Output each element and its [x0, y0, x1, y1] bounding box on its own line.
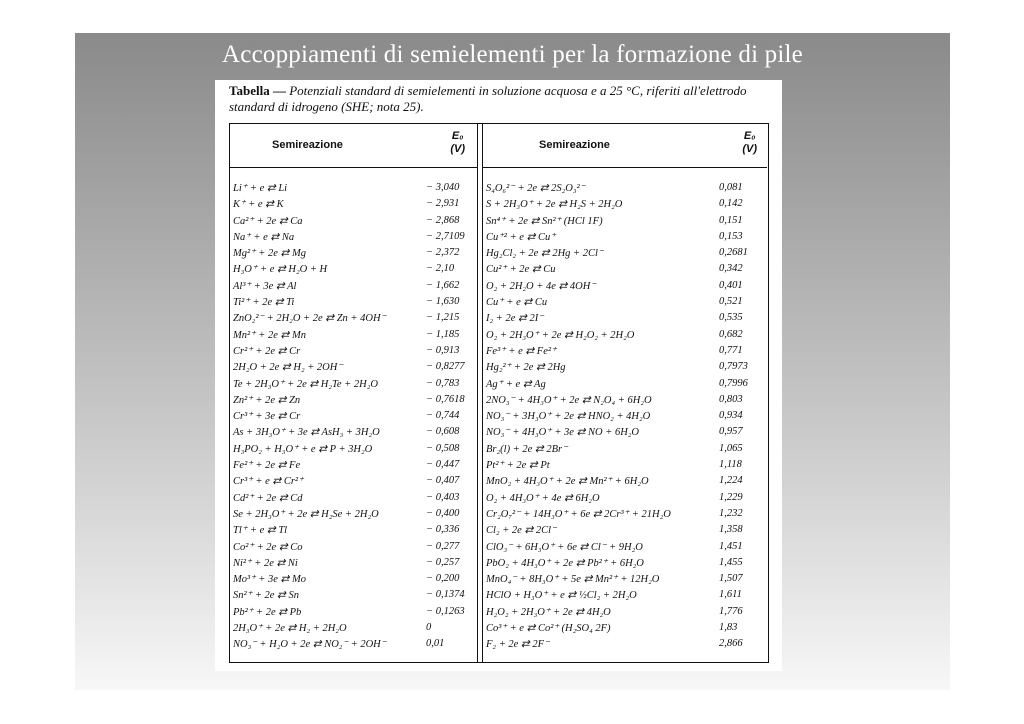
table-row — [483, 393, 767, 409]
table-row — [483, 328, 767, 344]
table-row — [483, 458, 767, 474]
half-reaction: 2NO₃⁻ + 4H₃O⁺ + 2e ⇄ N₂O₄ + 6H₂O — [486, 394, 652, 406]
header-e0-symbol-right: E₀ — [743, 130, 756, 142]
standard-potential: − 0,1263 — [426, 605, 465, 617]
table-row — [483, 507, 767, 523]
half-reaction: HClO + H₃O⁺ + e ⇄ ½Cl₂ + 2H₂O — [486, 590, 637, 602]
table-row — [230, 556, 477, 572]
right-rows — [483, 181, 767, 654]
table-row — [230, 393, 477, 409]
standard-potential: − 1,185 — [426, 328, 460, 340]
standard-potential: 2,866 — [719, 638, 743, 650]
table-row — [483, 425, 767, 441]
standard-potential: − 1,215 — [426, 312, 460, 324]
half-reaction: Co²⁺ + 2e ⇄ Co — [233, 541, 303, 553]
standard-potential: − 0,277 — [426, 540, 460, 552]
header-e0-left — [450, 130, 465, 156]
standard-potential: − 0,913 — [426, 344, 460, 356]
table-row — [230, 507, 477, 523]
table-row — [483, 279, 767, 295]
half-reaction: Cr₂O₇²⁻ + 14H₃O⁺ + 6e ⇄ 2Cr³⁺ + 21H₂O — [486, 508, 671, 520]
half-reaction: O₂ + 2H₃O⁺ + 2e ⇄ H₂O₂ + 2H₂O — [486, 329, 635, 341]
half-reaction: Cu²⁺ + 2e ⇄ Cu — [486, 264, 556, 276]
table-row — [230, 409, 477, 425]
half-reaction: Cu⁺² + e ⇄ Cu⁺ — [486, 231, 556, 243]
table-row — [230, 230, 477, 246]
standard-potential: − 2,10 — [426, 263, 455, 275]
table-row — [483, 588, 767, 604]
table-row — [483, 311, 767, 327]
half-reaction: Ti²⁺ + 2e ⇄ Ti — [233, 297, 295, 309]
standard-potential: 1,451 — [719, 540, 743, 552]
half-reaction: K⁺ + e ⇄ K — [233, 199, 284, 211]
half-reaction: Al³⁺ + 3e ⇄ Al — [233, 280, 297, 292]
standard-potential: − 1,630 — [426, 296, 460, 308]
table-row — [230, 295, 477, 311]
table-row — [230, 458, 477, 474]
half-reaction: Mn²⁺ + 2e ⇄ Mn — [233, 329, 306, 341]
standard-potential: 0,342 — [719, 263, 743, 275]
standard-potential: − 0,407 — [426, 475, 460, 487]
half-reaction: Cr³⁺ + e ⇄ Cr²⁺ — [233, 476, 304, 488]
header-reaction-left: Semireazione — [272, 139, 343, 151]
half-reaction: Sn²⁺ + 2e ⇄ Sn — [233, 590, 299, 602]
table-row — [483, 409, 767, 425]
standard-potential: − 2,372 — [426, 247, 460, 259]
half-reaction: Se + 2H₃O⁺ + 2e ⇄ H₂Se + 2H₂O — [233, 508, 379, 520]
half-reaction: NO₃⁻ + 3H₃O⁺ + 2e ⇄ HNO₂ + 4H₂O — [486, 411, 651, 423]
standard-potential: 0,151 — [719, 214, 743, 226]
standard-potential: − 0,336 — [426, 524, 460, 536]
table-row — [483, 360, 767, 376]
half-reaction: Ca²⁺ + 2e ⇄ Ca — [233, 215, 303, 227]
standard-potential: 1,229 — [719, 491, 743, 503]
table-row — [483, 540, 767, 556]
standard-potential: 1,232 — [719, 507, 743, 519]
half-reaction: Li⁺ + e ⇄ Li — [233, 183, 288, 194]
half-reaction: Cr²⁺ + 2e ⇄ Cr — [233, 345, 301, 357]
standard-potential: 1,358 — [719, 524, 743, 536]
half-reaction: 2H₃O⁺ + 2e ⇄ H₂ + 2H₂O — [233, 623, 347, 635]
standard-potential: 0,535 — [719, 312, 743, 324]
table-row — [483, 442, 767, 458]
table-row — [483, 605, 767, 621]
table-row — [230, 540, 477, 556]
half-reaction: Cr³⁺ + 3e ⇄ Cr — [233, 411, 301, 423]
table-row — [483, 377, 767, 393]
slide-title: Accoppiamenti di semielementi per la formazione di pile — [222, 41, 803, 68]
table-left-half — [230, 124, 477, 662]
standard-potential: − 0,400 — [426, 507, 460, 519]
half-reaction: MnO₄⁻ + 8H₃O⁺ + 5e ⇄ Mn²⁺ + 12H₂O — [486, 574, 660, 586]
table-row — [483, 295, 767, 311]
half-reaction: Hg₂²⁺ + 2e ⇄ 2Hg — [486, 362, 566, 374]
standard-potential: 0,153 — [719, 230, 743, 242]
table-row — [230, 474, 477, 490]
left-rows — [230, 181, 477, 654]
header-e0-unit-left: (V) — [450, 143, 465, 155]
half-reaction: Co³⁺ + e ⇄ Co²⁺ (H₂SO₄ 2F) — [486, 623, 611, 635]
half-reaction: ZnO₂²⁻ + 2H₂O + 2e ⇄ Zn + 4OH⁻ — [233, 313, 387, 325]
table-row — [230, 621, 477, 637]
standard-potential: − 0,744 — [426, 410, 460, 422]
standard-potential: − 2,868 — [426, 214, 460, 226]
table-row — [230, 637, 477, 653]
table-row — [230, 214, 477, 230]
half-reaction: ClO₃⁻ + 6H₃O⁺ + 6e ⇄ Cl⁻ + 9H₂O — [486, 541, 643, 553]
half-reaction: H₃O⁺ + e ⇄ H₂O + H — [233, 264, 328, 276]
table-row — [230, 311, 477, 327]
half-reaction: I₂ + 2e ⇄ 2I⁻ — [486, 313, 544, 325]
standard-potential: − 0,1374 — [426, 589, 465, 601]
table-row — [230, 344, 477, 360]
half-reaction: O₂ + 2H₂O + 4e ⇄ 4OH⁻ — [486, 280, 596, 292]
standard-potential: − 0,200 — [426, 573, 460, 585]
half-reaction: Mo³⁺ + 3e ⇄ Mo — [233, 574, 306, 586]
table-row — [483, 230, 767, 246]
table-row — [483, 637, 767, 653]
half-reaction: Ni²⁺ + 2e ⇄ Ni — [233, 557, 298, 569]
half-reaction: Sn⁴⁺ + 2e ⇄ Sn²⁺ (HCl 1F) — [486, 215, 603, 227]
header-reaction-right: Semireazione — [539, 139, 610, 151]
half-reaction: Cd²⁺ + 2e ⇄ Cd — [233, 492, 303, 504]
table-right-half — [483, 124, 767, 662]
standard-potential: − 0,783 — [426, 377, 460, 389]
half-reaction: S + 2H₃O⁺ + 2e ⇄ H₂S + 2H₂O — [486, 199, 623, 211]
table-row — [230, 523, 477, 539]
standard-potential: − 0,508 — [426, 442, 460, 454]
half-reaction: NO₃⁻ + 4H₃O⁺ + 3e ⇄ NO + 6H₂O — [486, 427, 640, 439]
half-reaction: Fe³⁺ + e ⇄ Fe²⁺ — [486, 345, 557, 357]
caption-text: Potenziali standard di semielementi in soluzione acquosa e a 25 °C, riferiti all'elettrodo standard di idrogeno (SHE; nota 25). — [229, 83, 747, 114]
standard-potential: 0,401 — [719, 279, 743, 291]
half-reaction: Br₂(l) + 2e ⇄ 2Br⁻ — [486, 443, 568, 455]
standard-potential: 0,142 — [719, 198, 743, 210]
standard-potential: 0,521 — [719, 296, 743, 308]
half-reaction: Ag⁺ + e ⇄ Ag — [486, 378, 546, 390]
table-row — [483, 572, 767, 588]
standard-potential: 1,455 — [719, 556, 743, 568]
standard-potential: 1,83 — [719, 622, 738, 634]
standard-potential: 0,682 — [719, 328, 743, 340]
standard-potential: − 2,931 — [426, 198, 460, 210]
half-reaction: Mg²⁺ + 2e ⇄ Mg — [233, 248, 306, 260]
half-reaction: Na⁺ + e ⇄ Na — [233, 231, 295, 243]
standard-potential: − 0,257 — [426, 556, 460, 568]
table-header-left — [230, 124, 477, 168]
table-caption — [229, 83, 769, 115]
half-reaction: Tl⁺ + e ⇄ Tl — [233, 525, 288, 537]
table-row — [230, 377, 477, 393]
table-row — [483, 214, 767, 230]
table-row — [483, 621, 767, 637]
table-row — [230, 181, 477, 197]
table-row — [483, 197, 767, 213]
table-row — [230, 262, 477, 278]
table-row — [483, 474, 767, 490]
table-row — [483, 556, 767, 572]
standard-potential: 1,118 — [719, 459, 742, 471]
standard-potential: − 3,040 — [426, 182, 460, 193]
standard-potential: 1,065 — [719, 442, 743, 454]
table-row — [483, 523, 767, 539]
half-reaction: O₂ + 4H₃O⁺ + 4e ⇄ 6H₂O — [486, 492, 600, 504]
standard-potential: 0,7996 — [719, 377, 748, 389]
table-row — [230, 442, 477, 458]
table-row — [483, 491, 767, 507]
potentials-table — [229, 123, 769, 663]
scanned-table-image — [215, 80, 782, 671]
half-reaction: Cu⁺ + e ⇄ Cu — [486, 297, 548, 309]
table-header-right — [483, 124, 767, 168]
header-e0-right — [742, 130, 757, 156]
half-reaction: Te + 2H₃O⁺ + 2e ⇄ H₂Te + 2H₂O — [233, 378, 378, 390]
standard-potential: 1,224 — [719, 475, 743, 487]
half-reaction: H₂O₂ + 2H₃O⁺ + 2e ⇄ 4H₂O — [486, 606, 611, 618]
standard-potential: − 0,7618 — [426, 393, 465, 405]
standard-potential: − 0,8277 — [426, 361, 465, 373]
standard-potential: − 2,7109 — [426, 230, 465, 242]
half-reaction: Hg₂Cl₂ + 2e ⇄ 2Hg + 2Cl⁻ — [486, 248, 604, 260]
header-e0-unit-right: (V) — [742, 143, 757, 155]
table-row — [230, 246, 477, 262]
half-reaction: As + 3H₃O⁺ + 3e ⇄ AsH₃ + 3H₂O — [233, 427, 380, 439]
table-row — [230, 572, 477, 588]
table-row — [230, 588, 477, 604]
table-row — [483, 262, 767, 278]
standard-potential: 1,776 — [719, 605, 743, 617]
table-row — [230, 197, 477, 213]
standard-potential: − 0,403 — [426, 491, 460, 503]
half-reaction: Pt²⁺ + 2e ⇄ Pt — [486, 460, 550, 472]
table-row — [230, 360, 477, 376]
standard-potential: 0,957 — [719, 426, 743, 438]
standard-potential: 0,803 — [719, 393, 743, 405]
half-reaction: Pb²⁺ + 2e ⇄ Pb — [233, 606, 302, 618]
slide-background — [75, 33, 950, 690]
table-row — [483, 181, 767, 197]
standard-potential: 0,081 — [719, 182, 743, 193]
table-row — [230, 425, 477, 441]
standard-potential: − 0,447 — [426, 459, 460, 471]
half-reaction: H₃PO₂ + H₃O⁺ + e ⇄ P + 3H₂O — [233, 443, 373, 455]
standard-potential: 0 — [426, 622, 432, 634]
half-reaction: NO₃⁻ + H₂O + 2e ⇄ NO₂⁻ + 2OH⁻ — [233, 639, 387, 651]
standard-potential: − 0,608 — [426, 426, 460, 438]
standard-potential: − 1,662 — [426, 279, 460, 291]
standard-potential: 0,934 — [719, 410, 743, 422]
half-reaction: F₂ + 2e ⇄ 2F⁻ — [486, 639, 550, 651]
table-row — [230, 328, 477, 344]
half-reaction: Fe²⁺ + 2e ⇄ Fe — [233, 460, 301, 472]
table-row — [230, 279, 477, 295]
half-reaction: S₄O₆²⁻ + 2e ⇄ 2S₂O₃²⁻ — [486, 183, 586, 194]
table-row — [483, 344, 767, 360]
standard-potential: 1,611 — [719, 589, 742, 601]
half-reaction: Zn²⁺ + 2e ⇄ Zn — [233, 394, 301, 406]
half-reaction: MnO₂ + 4H₃O⁺ + 2e ⇄ Mn²⁺ + 6H₂O — [486, 476, 649, 488]
half-reaction: PbO₂ + 4H₃O⁺ + 2e ⇄ Pb²⁺ + 6H₂O — [486, 557, 644, 569]
header-e0-symbol-left: E₀ — [451, 130, 464, 142]
standard-potential: 0,7973 — [719, 361, 748, 373]
standard-potential: 0,771 — [719, 344, 743, 356]
half-reaction: Cl₂ + 2e ⇄ 2Cl⁻ — [486, 525, 557, 537]
table-row — [483, 246, 767, 262]
caption-label: Tabella — — [229, 83, 286, 98]
half-reaction: 2H₂O + 2e ⇄ H₂ + 2OH⁻ — [233, 362, 343, 374]
table-row — [230, 605, 477, 621]
standard-potential: 1,507 — [719, 573, 743, 585]
table-row — [230, 491, 477, 507]
standard-potential: 0,2681 — [719, 247, 748, 259]
standard-potential: 0,01 — [426, 638, 445, 650]
